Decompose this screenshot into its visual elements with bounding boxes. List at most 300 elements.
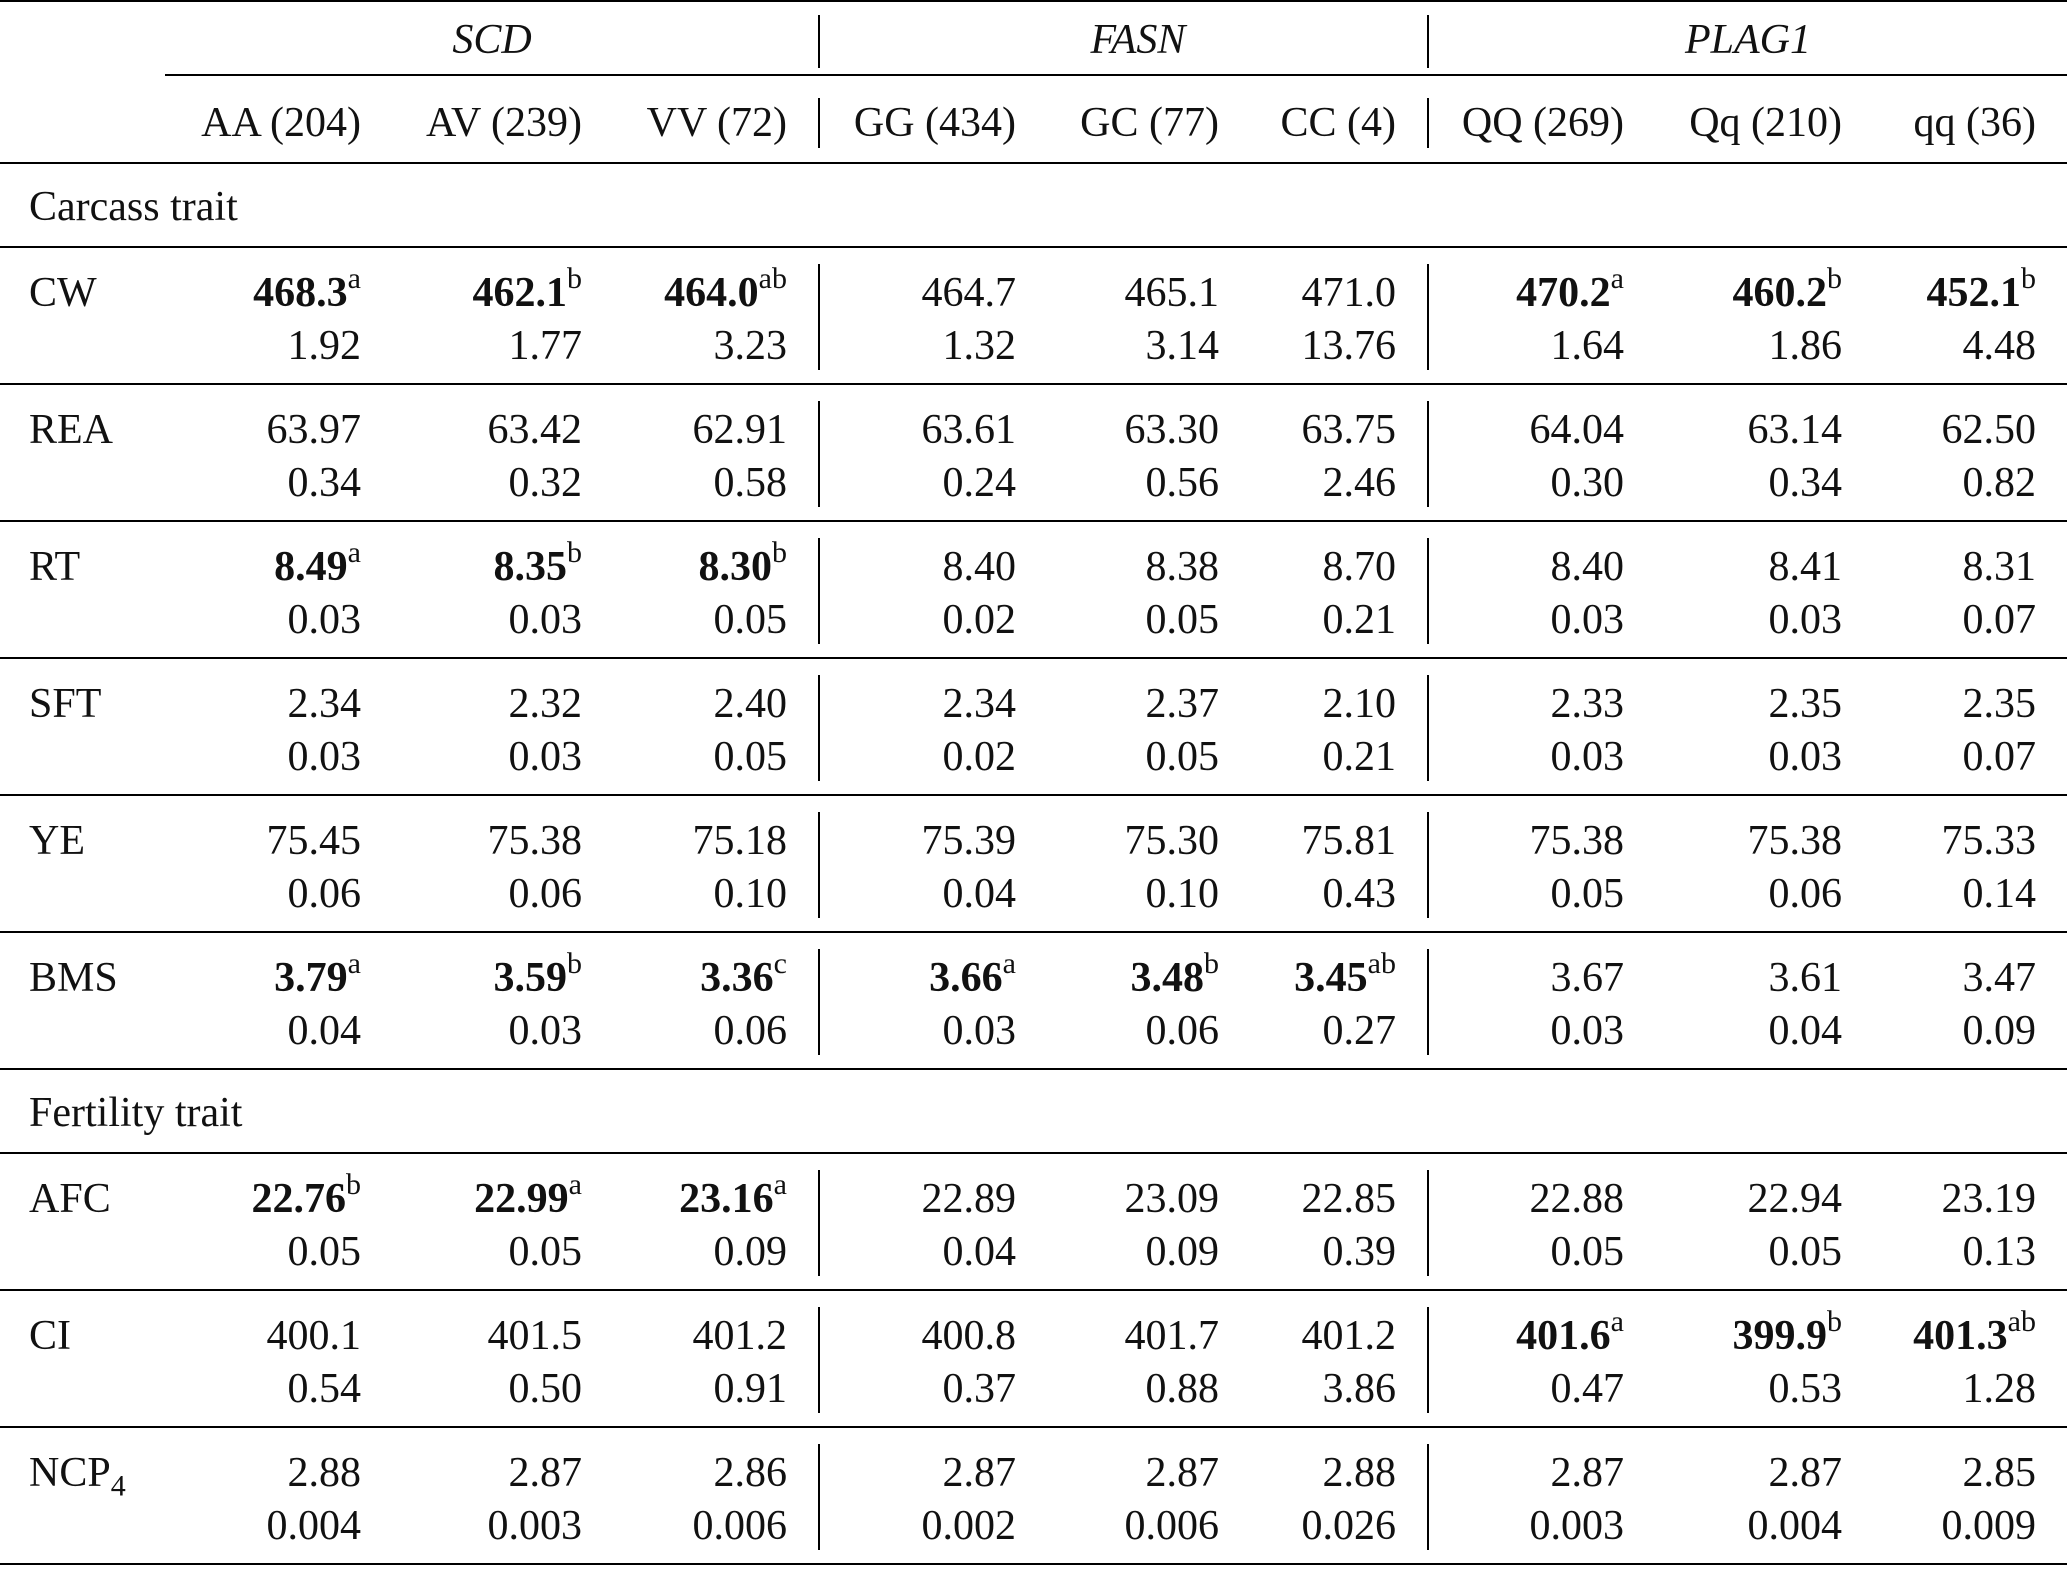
mean-value <box>698 536 788 592</box>
column-separator <box>818 401 820 507</box>
mean-value <box>922 1174 1017 1224</box>
se-value: 1.77 <box>508 323 582 369</box>
trait-label <box>29 953 118 1003</box>
mean-number: 8.49 <box>274 544 348 590</box>
se-value: 0.06 <box>1145 1008 1219 1054</box>
trait-label <box>29 1448 126 1503</box>
se-value: 0.03 <box>1550 1008 1624 1054</box>
mean-value <box>664 262 787 318</box>
mean-value <box>509 1448 583 1498</box>
se-value: 0.04 <box>1768 1008 1842 1054</box>
trait-label <box>29 1311 71 1361</box>
mean-number: 8.40 <box>942 544 1016 590</box>
se-value: 0.004 <box>1747 1503 1842 1549</box>
se-value: 0.002 <box>921 1503 1016 1549</box>
section-title: Fertility trait <box>29 1090 243 1136</box>
mean-value <box>1769 953 1843 1003</box>
mean-number: 401.7 <box>1124 1313 1219 1359</box>
section-rule <box>0 246 2067 248</box>
se-value: 0.05 <box>1768 1229 1842 1275</box>
mean-value <box>1125 1311 1220 1361</box>
mean-number: 2.34 <box>942 681 1016 727</box>
mean-value <box>1732 1305 1843 1361</box>
mean-value <box>1516 262 1624 318</box>
column-separator <box>1427 264 1429 370</box>
gene-header-rule <box>165 74 2067 76</box>
mean-number: 400.8 <box>921 1313 1016 1359</box>
se-value: 0.56 <box>1145 460 1219 506</box>
se-value: 0.004 <box>266 1503 361 1549</box>
mean-value <box>488 405 583 455</box>
se-value: 0.32 <box>508 460 582 506</box>
mean-value <box>1942 405 2037 455</box>
mean-value <box>1926 262 2037 318</box>
se-value: 0.06 <box>287 871 361 917</box>
mean-number: 23.19 <box>1941 1176 2036 1222</box>
se-value: 0.21 <box>1322 734 1396 780</box>
mean-number: 62.50 <box>1941 407 2036 453</box>
se-value: 0.006 <box>692 1503 787 1549</box>
se-value: 0.21 <box>1322 597 1396 643</box>
significance-letter: ab <box>1367 947 1396 980</box>
column-separator <box>1427 1170 1429 1276</box>
mean-number: 3.36 <box>700 955 774 1001</box>
mean-number: 63.42 <box>487 407 582 453</box>
se-value: 0.03 <box>508 734 582 780</box>
genotype-header: AA (204) <box>201 100 361 146</box>
mean-number: 23.09 <box>1124 1176 1219 1222</box>
significance-letter: a <box>568 1168 582 1201</box>
mean-value <box>1530 816 1625 866</box>
se-value: 0.13 <box>1962 1229 2036 1275</box>
mean-number: 401.2 <box>1301 1313 1396 1359</box>
mean-number: 2.34 <box>287 681 361 727</box>
se-value: 0.05 <box>713 597 787 643</box>
se-value: 0.88 <box>1145 1366 1219 1412</box>
mean-number: 75.38 <box>1747 818 1842 864</box>
mean-number: 3.48 <box>1130 955 1204 1001</box>
mean-number: 471.0 <box>1301 270 1396 316</box>
genotype-header: AV (239) <box>426 100 582 146</box>
mean-number: 63.75 <box>1301 407 1396 453</box>
significance-letter: a <box>347 536 361 569</box>
se-value: 0.10 <box>1145 871 1219 917</box>
mean-number: 8.38 <box>1145 544 1219 590</box>
mean-value <box>1769 679 1843 729</box>
mean-number: 75.38 <box>1529 818 1624 864</box>
significance-letter: b <box>772 536 787 569</box>
mean-number: 399.9 <box>1732 1313 1827 1359</box>
genotype-header: VV (72) <box>646 100 787 146</box>
mean-value <box>1530 1174 1625 1224</box>
significance-letter: b <box>2021 262 2036 295</box>
column-separator <box>818 812 820 918</box>
mean-value <box>474 1168 582 1224</box>
significance-letter: b <box>567 262 582 295</box>
se-value: 0.04 <box>942 871 1016 917</box>
row-rule <box>0 520 2067 522</box>
mean-value <box>1323 679 1397 729</box>
column-separator <box>818 15 820 68</box>
mean-value <box>1963 542 2037 592</box>
mean-number: 468.3 <box>253 270 348 316</box>
mean-value <box>1323 542 1397 592</box>
se-value: 0.06 <box>508 871 582 917</box>
mean-number: 464.0 <box>664 270 759 316</box>
mean-value <box>1146 679 1220 729</box>
significance-letter: a <box>1002 947 1016 980</box>
se-value: 0.27 <box>1322 1008 1396 1054</box>
row-rule <box>0 931 2067 933</box>
mean-number: 75.33 <box>1941 818 2036 864</box>
mean-value <box>1769 1448 1843 1498</box>
se-value: 0.07 <box>1962 734 2036 780</box>
header-bottom-rule <box>0 162 2067 164</box>
column-separator <box>1427 538 1429 644</box>
mean-value <box>693 405 788 455</box>
mean-value <box>922 405 1017 455</box>
se-value: 0.03 <box>287 597 361 643</box>
genotype-header: GC (77) <box>1080 100 1219 146</box>
mean-number: 2.85 <box>1962 1450 2036 1496</box>
gene-header-fasn: FASN <box>1090 17 1186 63</box>
mean-value <box>943 1448 1017 1498</box>
mean-value <box>1942 1174 2037 1224</box>
se-value: 0.58 <box>713 460 787 506</box>
mean-value <box>1302 1174 1397 1224</box>
top-rule <box>0 0 2067 2</box>
se-value: 0.53 <box>1768 1366 1842 1412</box>
se-value: 0.02 <box>942 597 1016 643</box>
genotype-header: GG (434) <box>853 100 1016 146</box>
trait-label <box>29 405 113 455</box>
mean-number: 75.18 <box>692 818 787 864</box>
trait-name: CW <box>29 270 97 316</box>
mean-value <box>1146 1448 1220 1498</box>
trait-name: SFT <box>29 681 102 727</box>
column-separator <box>1427 15 1429 68</box>
se-value: 0.03 <box>287 734 361 780</box>
mean-value <box>1302 1311 1397 1361</box>
mean-value <box>493 947 583 1003</box>
mean-number: 2.33 <box>1550 681 1624 727</box>
se-value: 0.03 <box>508 1008 582 1054</box>
mean-number: 462.1 <box>472 270 567 316</box>
genotype-header: QQ (269) <box>1461 100 1624 146</box>
mean-number: 75.39 <box>921 818 1016 864</box>
se-value: 0.82 <box>1962 460 2036 506</box>
mean-value <box>693 816 788 866</box>
mean-value <box>1748 405 1843 455</box>
mean-number: 22.94 <box>1747 1176 1842 1222</box>
column-separator <box>818 1170 820 1276</box>
se-value: 0.24 <box>942 460 1016 506</box>
trait-name: BMS <box>29 955 118 1001</box>
row-rule <box>0 1426 2067 1428</box>
mean-number: 22.76 <box>251 1176 346 1222</box>
se-value: 13.76 <box>1301 323 1396 369</box>
significance-letter: a <box>773 1168 787 1201</box>
mean-value <box>267 1311 362 1361</box>
trait-name: YE <box>29 818 85 864</box>
mean-number: 22.85 <box>1301 1176 1396 1222</box>
mean-number: 8.35 <box>493 544 567 590</box>
mean-number: 8.40 <box>1550 544 1624 590</box>
bottom-rule <box>0 1563 2067 1565</box>
mean-number: 75.45 <box>266 818 361 864</box>
mean-number: 401.2 <box>692 1313 787 1359</box>
mean-number: 2.10 <box>1322 681 1396 727</box>
mean-value <box>1748 1174 1843 1224</box>
se-value: 0.43 <box>1322 871 1396 917</box>
se-value: 0.30 <box>1550 460 1624 506</box>
mean-number: 465.1 <box>1124 270 1219 316</box>
trait-label <box>29 542 80 592</box>
column-separator <box>1427 812 1429 918</box>
mean-value <box>267 405 362 455</box>
mean-number: 401.5 <box>487 1313 582 1359</box>
mean-number: 452.1 <box>1926 270 2021 316</box>
mean-value <box>1125 268 1220 318</box>
se-value: 1.92 <box>287 323 361 369</box>
mean-value <box>1130 947 1220 1003</box>
significance-letter: b <box>567 947 582 980</box>
trait-name: CI <box>29 1313 71 1359</box>
mean-value <box>509 679 583 729</box>
mean-value <box>922 816 1017 866</box>
mean-number: 2.87 <box>1768 1450 1842 1496</box>
trait-name: NCP <box>29 1450 111 1496</box>
mean-number: 22.89 <box>921 1176 1016 1222</box>
mean-value <box>929 947 1016 1003</box>
se-value: 0.39 <box>1322 1229 1396 1275</box>
se-value: 0.06 <box>1768 871 1842 917</box>
mean-value <box>1294 947 1396 1003</box>
se-value: 0.91 <box>713 1366 787 1412</box>
se-value: 0.09 <box>1145 1229 1219 1275</box>
mean-value <box>1913 1305 2036 1361</box>
mean-value <box>1323 1448 1397 1498</box>
mean-value <box>700 947 787 1003</box>
column-separator <box>1427 401 1429 507</box>
mean-number: 8.41 <box>1768 544 1842 590</box>
se-value: 0.05 <box>508 1229 582 1275</box>
mean-number: 2.87 <box>942 1450 1016 1496</box>
se-value: 0.09 <box>1962 1008 2036 1054</box>
mean-number: 63.61 <box>921 407 1016 453</box>
mean-value <box>1551 1448 1625 1498</box>
mean-number: 3.59 <box>493 955 567 1001</box>
se-value: 0.14 <box>1962 871 2036 917</box>
trait-label <box>29 679 101 729</box>
column-separator <box>1427 675 1429 781</box>
column-separator <box>1427 949 1429 1055</box>
se-value: 0.02 <box>942 734 1016 780</box>
se-value: 3.23 <box>713 323 787 369</box>
se-value: 0.04 <box>942 1229 1016 1275</box>
mean-number: 63.97 <box>266 407 361 453</box>
mean-number: 2.35 <box>1768 681 1842 727</box>
se-value: 3.14 <box>1145 323 1219 369</box>
mean-number: 3.67 <box>1550 955 1624 1001</box>
mean-value <box>1125 1174 1220 1224</box>
se-value: 0.54 <box>287 1366 361 1412</box>
row-rule <box>0 794 2067 796</box>
se-value: 0.05 <box>1145 734 1219 780</box>
mean-value <box>943 679 1017 729</box>
mean-number: 2.88 <box>1322 1450 1396 1496</box>
mean-number: 2.35 <box>1962 681 2036 727</box>
significance-letter: b <box>567 536 582 569</box>
mean-number: 3.45 <box>1294 955 1368 1001</box>
mean-value <box>493 536 583 592</box>
row-rule <box>0 1068 2067 1070</box>
trait-name: AFC <box>29 1176 111 1222</box>
se-value: 0.006 <box>1124 1503 1219 1549</box>
se-value: 0.05 <box>1550 1229 1624 1275</box>
mean-value <box>1125 816 1220 866</box>
trait-label <box>29 268 97 318</box>
mean-number: 63.14 <box>1747 407 1842 453</box>
se-value: 0.06 <box>713 1008 787 1054</box>
significance-letter: b <box>1827 1305 1842 1338</box>
mean-value <box>1963 1448 2037 1498</box>
gene-header-scd: SCD <box>452 17 532 63</box>
mean-value <box>922 1311 1017 1361</box>
column-separator <box>818 1444 820 1550</box>
mean-value <box>1942 816 2037 866</box>
mean-value <box>943 542 1017 592</box>
significance-letter: ab <box>2007 1305 2036 1338</box>
se-value: 0.03 <box>1550 597 1624 643</box>
se-value: 0.04 <box>287 1008 361 1054</box>
se-value: 3.86 <box>1322 1366 1396 1412</box>
mean-value <box>1530 405 1625 455</box>
se-value: 0.03 <box>1768 734 1842 780</box>
mean-value <box>714 1448 788 1498</box>
column-separator <box>818 264 820 370</box>
mean-value <box>1551 953 1625 1003</box>
mean-number: 400.1 <box>266 1313 361 1359</box>
se-value: 0.50 <box>508 1366 582 1412</box>
mean-value <box>1963 953 2037 1003</box>
section-rule <box>0 1152 2067 1154</box>
mean-number: 2.40 <box>713 681 787 727</box>
mean-value <box>274 947 361 1003</box>
mean-number: 2.87 <box>1550 1450 1624 1496</box>
se-value: 0.07 <box>1962 597 2036 643</box>
mean-number: 23.16 <box>679 1176 774 1222</box>
significance-letter: a <box>347 262 361 295</box>
column-separator <box>818 538 820 644</box>
mean-number: 2.32 <box>508 681 582 727</box>
se-value: 0.05 <box>287 1229 361 1275</box>
gene-header-plag1: PLAG1 <box>1685 17 1811 63</box>
mean-number: 464.7 <box>921 270 1016 316</box>
column-separator <box>818 675 820 781</box>
row-rule <box>0 1289 2067 1291</box>
se-value: 0.05 <box>1145 597 1219 643</box>
section-title: Carcass trait <box>29 184 238 230</box>
se-value: 0.003 <box>1529 1503 1624 1549</box>
mean-value <box>1146 542 1220 592</box>
column-separator <box>1427 1307 1429 1413</box>
se-value: 1.32 <box>942 323 1016 369</box>
mean-value <box>488 816 583 866</box>
mean-number: 63.30 <box>1124 407 1219 453</box>
se-value: 0.09 <box>713 1229 787 1275</box>
se-value: 0.003 <box>487 1503 582 1549</box>
mean-value <box>274 536 361 592</box>
mean-number: 3.47 <box>1962 955 2036 1001</box>
mean-value <box>1302 268 1397 318</box>
se-value: 0.009 <box>1941 1503 2036 1549</box>
mean-number: 22.99 <box>474 1176 569 1222</box>
se-value: 0.47 <box>1550 1366 1624 1412</box>
trait-name: RT <box>29 544 81 590</box>
trait-name: REA <box>29 407 113 453</box>
se-value: 0.05 <box>1550 871 1624 917</box>
se-value: 1.28 <box>1962 1366 2036 1412</box>
mean-number: 64.04 <box>1529 407 1624 453</box>
mean-value <box>1963 679 2037 729</box>
mean-number: 8.31 <box>1962 544 2036 590</box>
mean-value <box>1732 262 1843 318</box>
mean-number: 3.79 <box>274 955 348 1001</box>
mean-value <box>1516 1305 1624 1361</box>
mean-number: 2.87 <box>508 1450 582 1496</box>
mean-number: 8.70 <box>1322 544 1396 590</box>
genotype-header: CC (4) <box>1280 100 1396 146</box>
se-value: 2.46 <box>1322 460 1396 506</box>
mean-value <box>1551 542 1625 592</box>
mean-number: 8.30 <box>698 544 772 590</box>
se-value: 0.026 <box>1301 1503 1396 1549</box>
mean-number: 3.66 <box>929 955 1003 1001</box>
se-value: 0.34 <box>1768 460 1842 506</box>
column-separator <box>818 949 820 1055</box>
se-value: 1.64 <box>1550 323 1624 369</box>
mean-number: 22.88 <box>1529 1176 1624 1222</box>
mean-value <box>679 1168 787 1224</box>
mean-value <box>253 262 361 318</box>
genotype-header: Qq (210) <box>1689 100 1842 146</box>
trait-label <box>29 1174 111 1224</box>
row-rule <box>0 657 2067 659</box>
mean-value <box>288 1448 362 1498</box>
significance-letter: c <box>773 947 787 980</box>
significance-letter: ab <box>758 262 787 295</box>
se-value: 0.05 <box>713 734 787 780</box>
se-value: 0.37 <box>942 1366 1016 1412</box>
mean-number: 2.86 <box>713 1450 787 1496</box>
mean-number: 2.37 <box>1145 681 1219 727</box>
mean-value <box>693 1311 788 1361</box>
mean-number: 62.91 <box>692 407 787 453</box>
mean-value <box>251 1168 362 1224</box>
mean-value <box>1302 405 1397 455</box>
significance-letter: b <box>1827 262 1842 295</box>
trait-subscript: 4 <box>110 1469 126 1503</box>
mean-value <box>488 1311 583 1361</box>
mean-number: 460.2 <box>1732 270 1827 316</box>
column-separator <box>1427 1444 1429 1550</box>
mean-number: 75.81 <box>1301 818 1396 864</box>
se-value: 1.86 <box>1768 323 1842 369</box>
mean-value <box>1769 542 1843 592</box>
genotype-header: qq (36) <box>1913 100 2036 146</box>
mean-value <box>288 679 362 729</box>
